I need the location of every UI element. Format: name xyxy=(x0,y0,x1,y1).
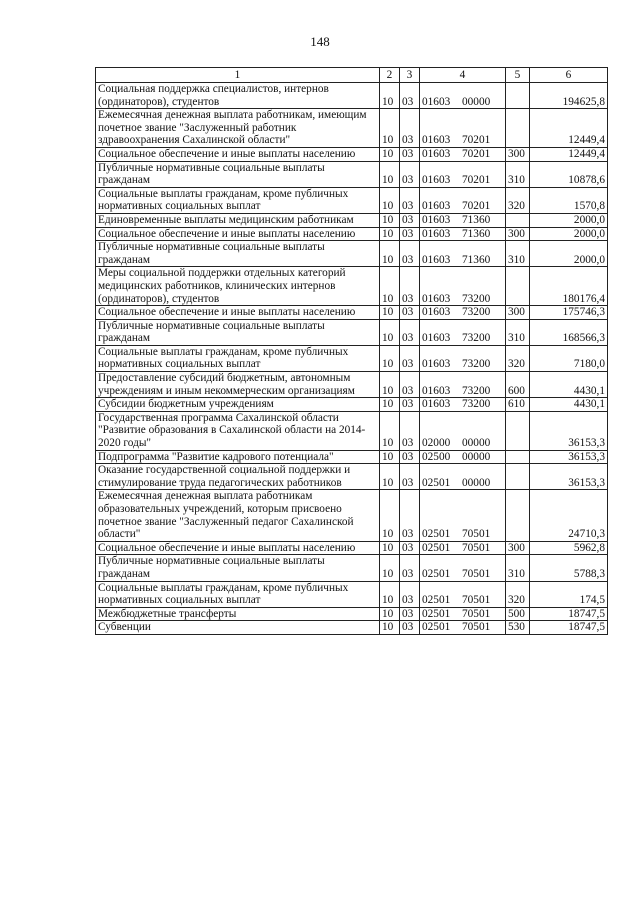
table-row xyxy=(96,411,608,450)
row-direction-code: 00000 xyxy=(462,450,491,463)
row-section: 10 xyxy=(380,83,400,109)
row-direction-code: 70501 xyxy=(462,621,491,634)
table-row xyxy=(96,607,608,621)
table-row xyxy=(96,581,608,607)
row-target-article xyxy=(420,147,506,161)
row-target-article xyxy=(420,555,506,581)
row-target-article xyxy=(420,621,506,635)
row-subsection: 03 xyxy=(400,464,420,490)
row-direction-code: 70501 xyxy=(462,541,491,554)
row-name: Единовременные выплаты медицинским работникам xyxy=(96,213,380,227)
row-direction-code: 73200 xyxy=(462,306,491,319)
row-expense-type: 610 xyxy=(506,398,530,412)
row-name: Меры социальной поддержки отдельных категорий медицинских работников, клинических интернов (ординаторов), студентов xyxy=(96,267,380,306)
table-row xyxy=(96,372,608,398)
row-expense-type: 600 xyxy=(506,372,530,398)
row-subsection: 03 xyxy=(400,306,420,320)
table-row xyxy=(96,490,608,541)
budget-table xyxy=(95,67,608,635)
row-target-article xyxy=(420,411,506,450)
row-amount: 10878,6 xyxy=(530,161,608,187)
row-amount: 18747,5 xyxy=(530,607,608,621)
row-target-article xyxy=(420,398,506,412)
row-direction-code: 73200 xyxy=(462,398,491,411)
row-expense-type: 300 xyxy=(506,147,530,161)
row-program-code: 02501 xyxy=(422,607,451,620)
row-section: 10 xyxy=(380,398,400,412)
row-expense-type xyxy=(506,267,530,306)
column-header: 6 xyxy=(530,68,608,83)
row-name: Субвенции xyxy=(96,621,380,635)
row-expense-type xyxy=(506,464,530,490)
row-direction-code: 70501 xyxy=(462,567,491,580)
row-amount: 2000,0 xyxy=(530,213,608,227)
row-program-code: 01603 xyxy=(422,174,451,187)
table-row xyxy=(96,541,608,555)
row-subsection: 03 xyxy=(400,267,420,306)
row-target-article xyxy=(420,109,506,148)
row-expense-type: 500 xyxy=(506,607,530,621)
row-amount: 12449,4 xyxy=(530,109,608,148)
row-program-code: 02501 xyxy=(422,567,451,580)
row-section: 10 xyxy=(380,345,400,371)
row-section: 10 xyxy=(380,541,400,555)
row-target-article xyxy=(420,490,506,541)
row-name: Государственная программа Сахалинской области "Развитие образования в Сахалинской области на 2014-2020 годы" xyxy=(96,411,380,450)
row-program-code: 01603 xyxy=(422,147,451,160)
row-direction-code: 70201 xyxy=(462,147,491,160)
column-header: 2 xyxy=(380,68,400,83)
row-expense-type: 320 xyxy=(506,581,530,607)
row-expense-type: 320 xyxy=(506,345,530,371)
row-subsection: 03 xyxy=(400,241,420,267)
column-header: 5 xyxy=(506,68,530,83)
row-subsection: 03 xyxy=(400,161,420,187)
row-name: Социальное обеспечение и иные выплаты населению xyxy=(96,541,380,555)
table-row xyxy=(96,109,608,148)
row-target-article xyxy=(420,607,506,621)
row-target-article xyxy=(420,267,506,306)
row-subsection: 03 xyxy=(400,541,420,555)
table-row xyxy=(96,450,608,464)
row-section: 10 xyxy=(380,161,400,187)
row-target-article xyxy=(420,581,506,607)
row-name: Публичные нормативные социальные выплаты гражданам xyxy=(96,555,380,581)
row-expense-type xyxy=(506,450,530,464)
row-subsection: 03 xyxy=(400,555,420,581)
row-subsection: 03 xyxy=(400,227,420,241)
row-subsection: 03 xyxy=(400,83,420,109)
row-section: 10 xyxy=(380,581,400,607)
row-amount: 7180,0 xyxy=(530,345,608,371)
row-amount: 36153,3 xyxy=(530,464,608,490)
row-expense-type: 320 xyxy=(506,187,530,213)
row-program-code: 01603 xyxy=(422,134,451,147)
row-subsection: 03 xyxy=(400,490,420,541)
row-section: 10 xyxy=(380,450,400,464)
row-expense-type: 300 xyxy=(506,541,530,555)
row-target-article xyxy=(420,187,506,213)
row-expense-type xyxy=(506,490,530,541)
row-section: 10 xyxy=(380,267,400,306)
row-section: 10 xyxy=(380,319,400,345)
row-program-code: 01603 xyxy=(422,384,451,397)
row-program-code: 02000 xyxy=(422,437,451,450)
row-amount: 36153,3 xyxy=(530,411,608,450)
row-section: 10 xyxy=(380,187,400,213)
row-amount: 180176,4 xyxy=(530,267,608,306)
row-amount: 194625,8 xyxy=(530,83,608,109)
row-target-article xyxy=(420,345,506,371)
row-subsection: 03 xyxy=(400,372,420,398)
row-section: 10 xyxy=(380,464,400,490)
row-direction-code: 70501 xyxy=(462,607,491,620)
row-program-code: 01603 xyxy=(422,398,451,411)
row-name: Публичные нормативные социальные выплаты гражданам xyxy=(96,241,380,267)
table-row xyxy=(96,319,608,345)
row-section: 10 xyxy=(380,227,400,241)
row-direction-code: 71360 xyxy=(462,227,491,240)
row-program-code: 01603 xyxy=(422,306,451,319)
row-amount: 2000,0 xyxy=(530,241,608,267)
row-program-code: 01603 xyxy=(422,213,451,226)
row-section: 10 xyxy=(380,241,400,267)
row-direction-code: 73200 xyxy=(462,292,491,305)
table-row xyxy=(96,147,608,161)
row-name: Оказание государственной социальной поддержки и стимулирование труда педагогических работников xyxy=(96,464,380,490)
row-target-article xyxy=(420,161,506,187)
row-program-code: 01603 xyxy=(422,292,451,305)
table-row xyxy=(96,187,608,213)
table-row xyxy=(96,241,608,267)
row-amount: 4430,1 xyxy=(530,372,608,398)
table-row xyxy=(96,464,608,490)
row-amount: 175746,3 xyxy=(530,306,608,320)
row-target-article xyxy=(420,306,506,320)
row-target-article xyxy=(420,450,506,464)
row-subsection: 03 xyxy=(400,109,420,148)
row-subsection: 03 xyxy=(400,213,420,227)
row-name: Социальные выплаты гражданам, кроме публичных нормативных социальных выплат xyxy=(96,345,380,371)
row-expense-type: 530 xyxy=(506,621,530,635)
row-section: 10 xyxy=(380,411,400,450)
row-amount: 5962,8 xyxy=(530,541,608,555)
row-program-code: 01603 xyxy=(422,332,451,345)
row-target-article xyxy=(420,319,506,345)
row-target-article xyxy=(420,241,506,267)
row-expense-type: 310 xyxy=(506,241,530,267)
table-row xyxy=(96,398,608,412)
row-subsection: 03 xyxy=(400,319,420,345)
table-row xyxy=(96,227,608,241)
row-name: Предоставление субсидий бюджетным, автономным учреждениям и иным некоммерческим организациям xyxy=(96,372,380,398)
column-header: 1 xyxy=(96,68,380,83)
row-amount: 2000,0 xyxy=(530,227,608,241)
row-name: Социальные выплаты гражданам, кроме публичных нормативных социальных выплат xyxy=(96,187,380,213)
row-section: 10 xyxy=(380,490,400,541)
row-amount: 5788,3 xyxy=(530,555,608,581)
row-target-article xyxy=(420,541,506,555)
row-direction-code: 00000 xyxy=(462,437,491,450)
row-name: Ежемесячная денежная выплата работникам, имеющим почетное звание "Заслуженный работник здравоохранения Сахалинской области" xyxy=(96,109,380,148)
row-amount: 174,5 xyxy=(530,581,608,607)
table-row xyxy=(96,306,608,320)
row-subsection: 03 xyxy=(400,187,420,213)
row-expense-type: 300 xyxy=(506,306,530,320)
row-name: Социальная поддержка специалистов, интернов (ординаторов), студентов xyxy=(96,83,380,109)
table-row xyxy=(96,345,608,371)
row-amount: 18747,5 xyxy=(530,621,608,635)
row-name: Социальное обеспечение и иные выплаты населению xyxy=(96,147,380,161)
row-program-code: 01603 xyxy=(422,200,451,213)
table-row xyxy=(96,555,608,581)
column-header: 3 xyxy=(400,68,420,83)
row-program-code: 01603 xyxy=(422,95,451,108)
row-direction-code: 70501 xyxy=(462,528,491,541)
row-program-code: 02501 xyxy=(422,594,451,607)
row-expense-type xyxy=(506,411,530,450)
row-expense-type: 300 xyxy=(506,227,530,241)
row-subsection: 03 xyxy=(400,581,420,607)
row-expense-type xyxy=(506,83,530,109)
row-amount: 168566,3 xyxy=(530,319,608,345)
row-direction-code: 71360 xyxy=(462,213,491,226)
row-section: 10 xyxy=(380,372,400,398)
row-program-code: 01603 xyxy=(422,227,451,240)
row-amount: 36153,3 xyxy=(530,450,608,464)
row-direction-code: 70201 xyxy=(462,134,491,147)
row-name: Социальное обеспечение и иные выплаты населению xyxy=(96,227,380,241)
row-amount: 12449,4 xyxy=(530,147,608,161)
row-program-code: 01603 xyxy=(422,253,451,266)
row-target-article xyxy=(420,372,506,398)
row-section: 10 xyxy=(380,109,400,148)
row-direction-code: 70201 xyxy=(462,200,491,213)
row-target-article xyxy=(420,83,506,109)
row-subsection: 03 xyxy=(400,607,420,621)
table-row xyxy=(96,621,608,635)
table-row xyxy=(96,161,608,187)
row-section: 10 xyxy=(380,555,400,581)
table-row xyxy=(96,267,608,306)
row-name: Подпрограмма "Развитие кадрового потенциала" xyxy=(96,450,380,464)
row-subsection: 03 xyxy=(400,345,420,371)
row-direction-code: 70501 xyxy=(462,594,491,607)
row-expense-type: 310 xyxy=(506,161,530,187)
row-program-code: 02500 xyxy=(422,450,451,463)
row-subsection: 03 xyxy=(400,411,420,450)
row-name: Публичные нормативные социальные выплаты гражданам xyxy=(96,319,380,345)
row-amount: 1570,8 xyxy=(530,187,608,213)
row-name: Субсидии бюджетным учреждениям xyxy=(96,398,380,412)
row-direction-code: 00000 xyxy=(462,476,491,489)
row-section: 10 xyxy=(380,147,400,161)
row-direction-code: 73200 xyxy=(462,332,491,345)
row-target-article xyxy=(420,227,506,241)
row-direction-code: 73200 xyxy=(462,384,491,397)
row-name: Межбюджетные трансферты xyxy=(96,607,380,621)
row-direction-code: 00000 xyxy=(462,95,491,108)
row-section: 10 xyxy=(380,306,400,320)
page-number: 148 xyxy=(310,34,330,49)
row-subsection: 03 xyxy=(400,450,420,464)
row-section: 10 xyxy=(380,621,400,635)
row-program-code: 01603 xyxy=(422,358,451,371)
row-program-code: 02501 xyxy=(422,528,451,541)
row-expense-type: 310 xyxy=(506,555,530,581)
row-expense-type xyxy=(506,213,530,227)
row-amount: 4430,1 xyxy=(530,398,608,412)
row-subsection: 03 xyxy=(400,621,420,635)
row-program-code: 02501 xyxy=(422,476,451,489)
row-subsection: 03 xyxy=(400,147,420,161)
row-name: Публичные нормативные социальные выплаты гражданам xyxy=(96,161,380,187)
row-program-code: 02501 xyxy=(422,621,451,634)
column-header: 4 xyxy=(420,68,506,83)
row-subsection: 03 xyxy=(400,398,420,412)
row-direction-code: 71360 xyxy=(462,253,491,266)
table-row xyxy=(96,83,608,109)
row-expense-type: 310 xyxy=(506,319,530,345)
row-target-article xyxy=(420,213,506,227)
table-row xyxy=(96,213,608,227)
row-expense-type xyxy=(506,109,530,148)
row-program-code: 02501 xyxy=(422,541,451,554)
row-section: 10 xyxy=(380,213,400,227)
row-amount: 24710,3 xyxy=(530,490,608,541)
row-name: Социальные выплаты гражданам, кроме публичных нормативных социальных выплат xyxy=(96,581,380,607)
row-target-article xyxy=(420,464,506,490)
row-name: Ежемесячная денежная выплата работникам образовательных учреждений, которым присвоено почетное звание "Заслуженный педагог Сахалинской области" xyxy=(96,490,380,541)
table-header-row xyxy=(96,68,608,83)
row-direction-code: 70201 xyxy=(462,174,491,187)
row-direction-code: 73200 xyxy=(462,358,491,371)
row-name: Социальное обеспечение и иные выплаты населению xyxy=(96,306,380,320)
row-section: 10 xyxy=(380,607,400,621)
